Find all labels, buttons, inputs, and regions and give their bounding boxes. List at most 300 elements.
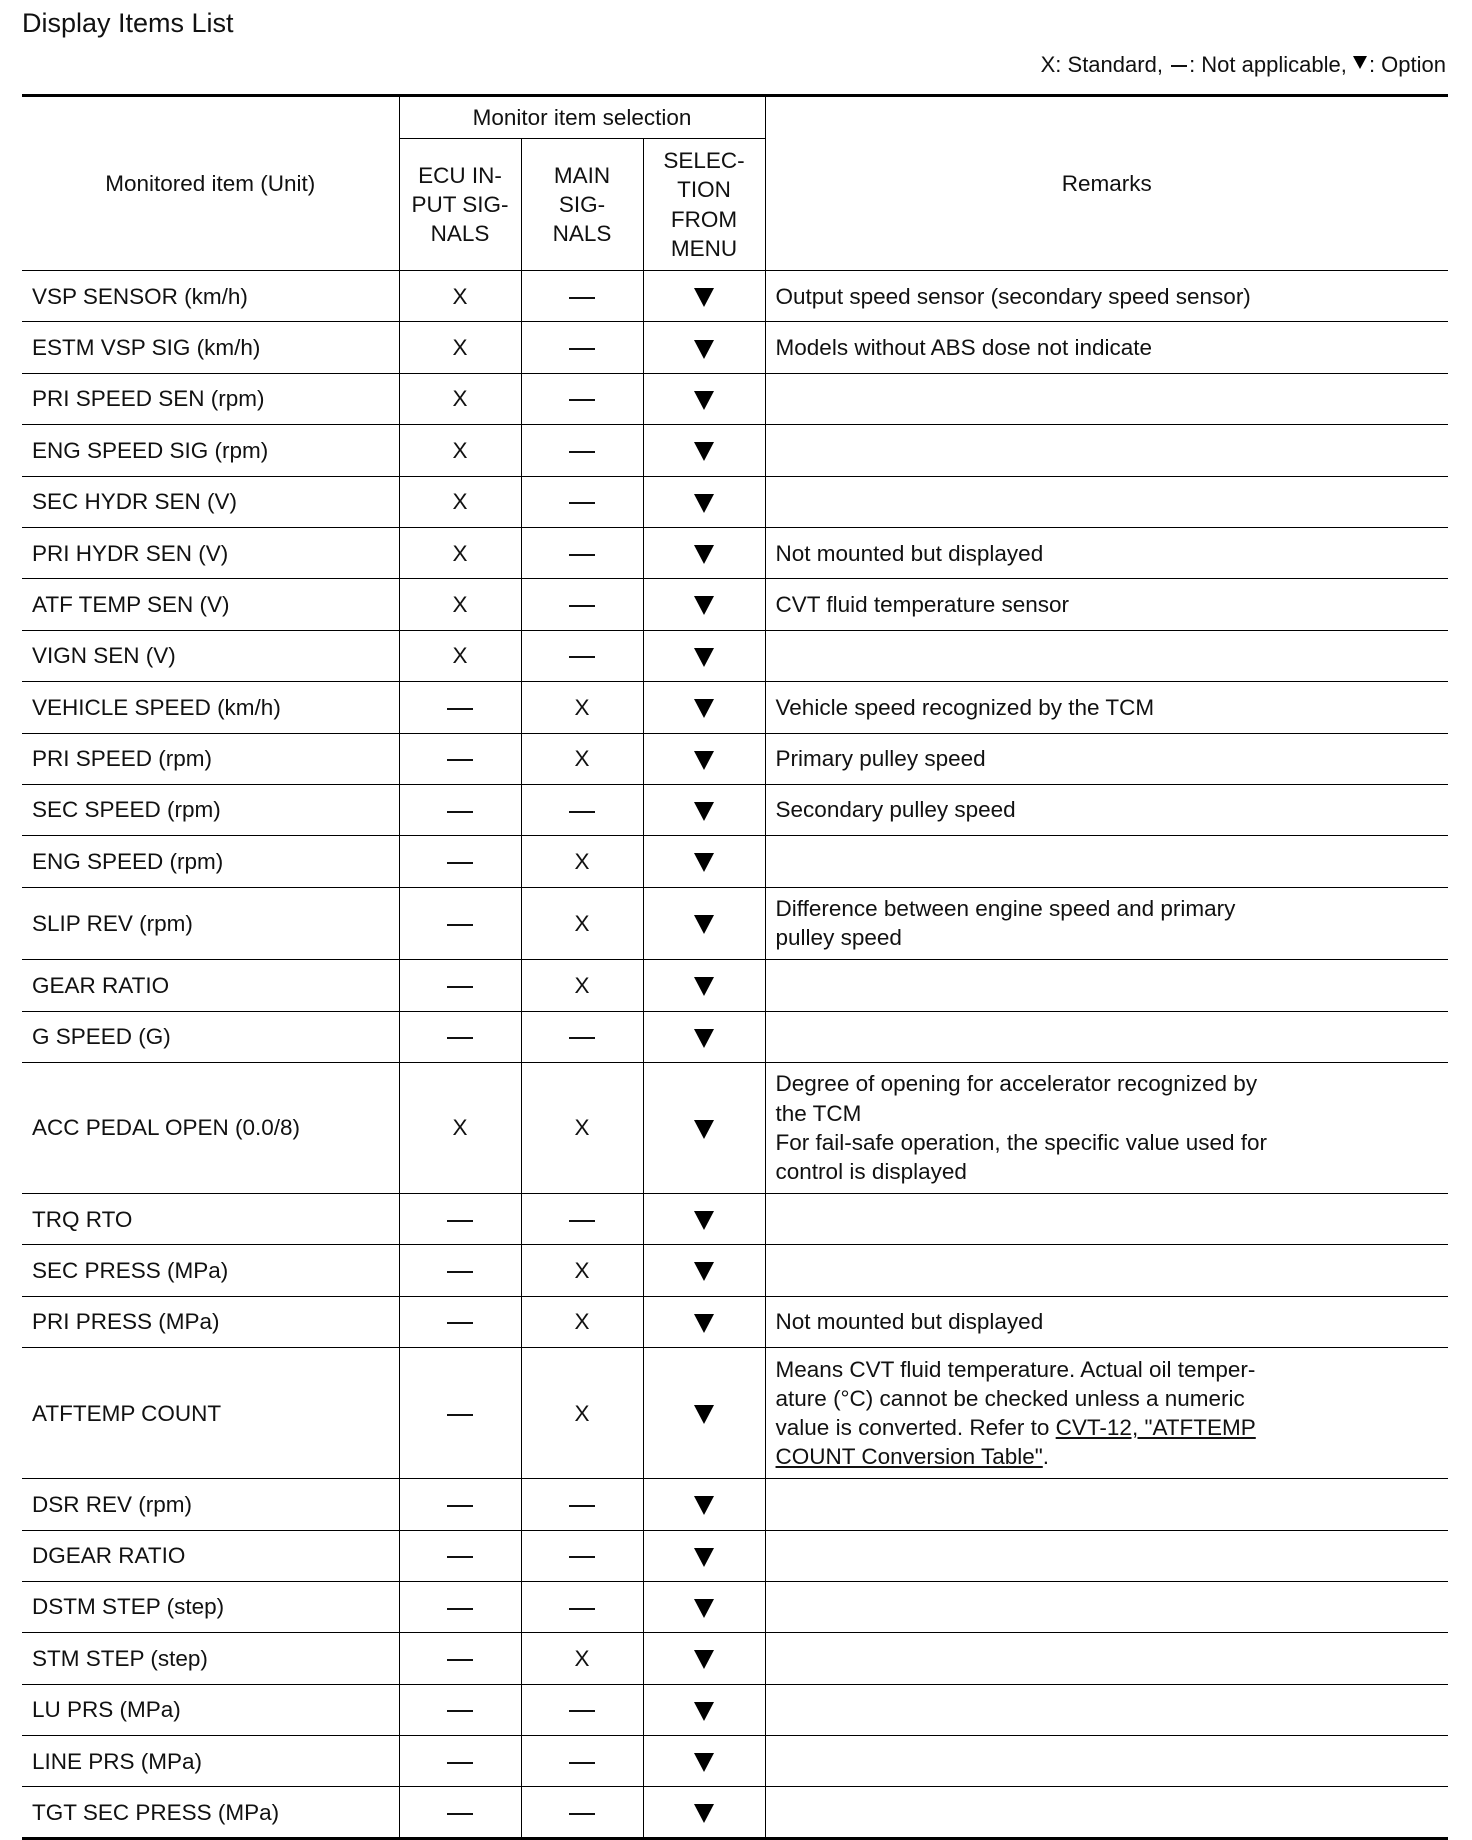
remarks-cell: [765, 1530, 1448, 1581]
table-row: [22, 373, 1448, 424]
remarks-line: [776, 1128, 1439, 1157]
not-applicable-dash: [447, 1505, 473, 1507]
ecu-cell: [399, 527, 521, 578]
remarks-cell: [765, 373, 1448, 424]
remarks-text: Vehicle speed recognized by the TCM: [775, 694, 1155, 720]
main-cell: [521, 1062, 643, 1193]
menu-cell: [643, 1787, 765, 1838]
table-row: [22, 630, 1448, 681]
not-applicable-dash: [447, 1710, 473, 1712]
menu-cell: [643, 271, 765, 322]
remarks-cell: [765, 836, 1448, 887]
header-line: SELEC-: [663, 148, 745, 173]
monitored-item: VEHICLE SPEED (km/h): [22, 682, 399, 733]
monitored-item: ESTM VSP SIG (km/h): [22, 322, 399, 373]
main-cell: [521, 1348, 643, 1479]
remarks-text: value is converted. Refer to: [775, 1415, 1056, 1441]
monitored-item: VIGN SEN (V): [22, 630, 399, 681]
table-row: [22, 271, 1448, 322]
remarks-line: [776, 1384, 1439, 1413]
standard-mark: X: [574, 972, 590, 998]
remarks-cell: [765, 1296, 1448, 1347]
monitored-item: GEAR RATIO: [22, 960, 399, 1011]
table-row: [22, 1581, 1448, 1632]
remarks-cell: [765, 1736, 1448, 1787]
remarks-text: Primary pulley speed: [775, 746, 986, 772]
remarks-line: [776, 1099, 1439, 1128]
reference-link[interactable]: CVT-12, "ATFTEMP: [1055, 1415, 1256, 1441]
menu-cell: [643, 476, 765, 527]
header-remarks: Remarks: [765, 96, 1448, 271]
option-triangle-icon: [694, 288, 714, 307]
remarks-cell: [765, 322, 1448, 373]
main-cell: [521, 579, 643, 630]
standard-mark: X: [452, 643, 468, 669]
not-applicable-dash: [569, 502, 595, 504]
remarks-line: [776, 1355, 1439, 1384]
option-triangle-icon: [694, 1496, 714, 1515]
monitored-item: DSR REV (rpm): [22, 1479, 399, 1530]
remarks-text: control is displayed: [775, 1159, 967, 1185]
main-cell: [521, 1787, 643, 1838]
ecu-cell: [399, 887, 521, 960]
menu-cell: [643, 1684, 765, 1735]
table-body: [22, 271, 1448, 1839]
monitored-item: SEC SPEED (rpm): [22, 784, 399, 835]
option-triangle-icon: [694, 545, 714, 564]
header-line: PUT SIG-: [411, 191, 509, 217]
table-row: [22, 1633, 1448, 1684]
not-applicable-dash: [569, 1608, 595, 1610]
ecu-cell: [399, 1684, 521, 1735]
option-triangle-icon: [694, 1211, 714, 1230]
menu-cell: [643, 682, 765, 733]
remarks-cell: [765, 1348, 1448, 1479]
menu-cell: [643, 527, 765, 578]
not-applicable-dash: [569, 1505, 595, 1507]
option-triangle-icon: [694, 1548, 714, 1567]
header-line: MAIN SIG-: [553, 162, 611, 217]
header-line: FROM: [670, 206, 738, 232]
standard-mark: X: [452, 540, 468, 566]
option-triangle-icon: [694, 751, 714, 770]
menu-cell: [643, 322, 765, 373]
table-row: [22, 1479, 1448, 1530]
menu-cell: [643, 733, 765, 784]
monitored-item: PRI PRESS (MPa): [22, 1296, 399, 1347]
remarks-cell: [765, 1479, 1448, 1530]
main-cell: [521, 733, 643, 784]
remarks-text: Difference between engine speed and primary: [775, 896, 1236, 922]
standard-mark: X: [452, 1115, 468, 1141]
monitored-item: ACC PEDAL OPEN (0.0/8): [22, 1062, 399, 1193]
not-applicable-dash: [569, 1220, 595, 1222]
ecu-cell: [399, 1787, 521, 1838]
option-triangle-icon: [694, 648, 714, 667]
remarks-cell: [765, 630, 1448, 681]
standard-mark: X: [574, 848, 590, 874]
table-row: [22, 682, 1448, 733]
table-row: [22, 1736, 1448, 1787]
header-selection-from-menu: [643, 139, 765, 271]
legend-not-applicable: : Not applicable,: [1189, 52, 1347, 77]
not-applicable-dash: [569, 399, 595, 401]
standard-mark: X: [574, 910, 590, 936]
remarks-cell: [765, 1245, 1448, 1296]
monitored-item: G SPEED (G): [22, 1011, 399, 1062]
option-triangle-icon: [694, 1029, 714, 1048]
remarks-line: [776, 744, 1439, 773]
not-applicable-dash: [447, 811, 473, 813]
table-row: [22, 887, 1448, 960]
not-applicable-dash: [447, 1271, 473, 1273]
monitored-item: DSTM STEP (step): [22, 1581, 399, 1632]
remarks-line: [776, 1069, 1439, 1098]
not-applicable-dash: [447, 759, 473, 761]
remarks-text: Means CVT fluid temperature. Actual oil temper-: [775, 1356, 1256, 1382]
ecu-cell: [399, 1062, 521, 1193]
display-items-table: [22, 94, 1448, 1840]
menu-cell: [643, 960, 765, 1011]
table-row: [22, 1245, 1448, 1296]
remarks-text: ature (°C) cannot be checked unless a numeric: [775, 1385, 1245, 1411]
monitored-item: TRQ RTO: [22, 1193, 399, 1244]
ecu-cell: [399, 1530, 521, 1581]
remarks-text: Secondary pulley speed: [775, 797, 1016, 823]
remarks-cell: [765, 1684, 1448, 1735]
legend: [1041, 52, 1446, 78]
menu-cell: [643, 1530, 765, 1581]
main-cell: [521, 425, 643, 476]
main-cell: [521, 1633, 643, 1684]
monitored-item: TGT SEC PRESS (MPa): [22, 1787, 399, 1838]
remarks-line: [776, 1157, 1439, 1186]
standard-mark: X: [452, 386, 468, 412]
standard-mark: X: [574, 1115, 590, 1141]
remarks-cell: [765, 579, 1448, 630]
standard-mark: X: [452, 283, 468, 309]
monitored-item: STM STEP (step): [22, 1633, 399, 1684]
option-triangle-icon: [694, 977, 714, 996]
monitored-item: SEC HYDR SEN (V): [22, 476, 399, 527]
main-cell: [521, 1011, 643, 1062]
main-cell: [521, 1530, 643, 1581]
menu-cell: [643, 1348, 765, 1479]
table-row: [22, 1011, 1448, 1062]
standard-mark: X: [574, 1309, 590, 1335]
not-applicable-dash: [447, 862, 473, 864]
menu-cell: [643, 1245, 765, 1296]
main-cell: [521, 784, 643, 835]
remarks-cell: [765, 271, 1448, 322]
not-applicable-dash: [447, 1659, 473, 1661]
remarks-line: [776, 894, 1439, 923]
remarks-text: the TCM: [775, 1100, 862, 1126]
table-row: [22, 527, 1448, 578]
legend-standard: X: Standard,: [1040, 52, 1163, 77]
legend-option: : Option: [1368, 52, 1446, 77]
option-triangle-icon: [694, 1599, 714, 1618]
main-cell: [521, 887, 643, 960]
remarks-text: Output speed sensor (secondary speed sensor): [775, 283, 1251, 309]
remarks-text: For fail-safe operation, the specific value used for: [775, 1129, 1268, 1155]
table-row: [22, 1062, 1448, 1193]
option-triangle-icon: [694, 391, 714, 410]
option-triangle-icon: [694, 1262, 714, 1281]
table-row: [22, 1787, 1448, 1838]
remarks-cell: [765, 476, 1448, 527]
main-cell: [521, 1296, 643, 1347]
option-triangle-icon: [694, 442, 714, 461]
not-applicable-dash: [569, 605, 595, 607]
page-title: Display Items List: [22, 8, 234, 38]
monitored-item: ENG SPEED (rpm): [22, 836, 399, 887]
header-monitored-item: Monitored item (Unit): [22, 96, 399, 271]
not-applicable-dash: [569, 1037, 595, 1039]
monitored-item: PRI HYDR SEN (V): [22, 527, 399, 578]
main-cell: [521, 271, 643, 322]
ecu-cell: [399, 960, 521, 1011]
header-monitor-item-selection: Monitor item selection: [399, 96, 765, 139]
table-row: [22, 1296, 1448, 1347]
header-main-signals: [521, 139, 643, 271]
header-ecu-input-signals: [399, 139, 521, 271]
ecu-cell: [399, 630, 521, 681]
not-applicable-dash: [569, 1710, 595, 1712]
not-applicable-dash: [447, 1414, 473, 1416]
remarks-line: [776, 333, 1439, 362]
main-cell: [521, 373, 643, 424]
not-applicable-dash: [569, 811, 595, 813]
ecu-cell: [399, 1245, 521, 1296]
remarks-cell: [765, 527, 1448, 578]
standard-mark: X: [452, 334, 468, 360]
monitored-item: SEC PRESS (MPa): [22, 1245, 399, 1296]
table-row: [22, 733, 1448, 784]
remarks-line: [776, 282, 1439, 311]
menu-cell: [643, 1296, 765, 1347]
remarks-cell: [765, 733, 1448, 784]
remarks-line: [776, 1307, 1439, 1336]
header-line: NALS: [552, 221, 612, 247]
not-applicable-dash: [447, 708, 473, 710]
not-applicable-dash: [447, 1813, 473, 1815]
ecu-cell: [399, 1479, 521, 1530]
remarks-line: [776, 539, 1439, 568]
remarks-line: [776, 590, 1439, 619]
main-cell: [521, 682, 643, 733]
table-row: [22, 1530, 1448, 1581]
monitored-item: PRI SPEED SEN (rpm): [22, 373, 399, 424]
remarks-text: Models without ABS dose not indicate: [775, 334, 1153, 360]
table-row: [22, 836, 1448, 887]
remarks-cell: [765, 1581, 1448, 1632]
menu-cell: [643, 373, 765, 424]
option-triangle-icon: [694, 1702, 714, 1721]
header-line: ECU IN-: [418, 162, 502, 188]
dash-icon: [1171, 65, 1187, 67]
option-triangle-icon: [694, 853, 714, 872]
not-applicable-dash: [447, 1762, 473, 1764]
remarks-cell: [765, 1011, 1448, 1062]
remarks-cell: [765, 1787, 1448, 1838]
option-triangle-icon: [694, 1405, 714, 1424]
main-cell: [521, 1479, 643, 1530]
main-cell: [521, 1193, 643, 1244]
main-cell: [521, 836, 643, 887]
monitored-item: ENG SPEED SIG (rpm): [22, 425, 399, 476]
not-applicable-dash: [569, 348, 595, 350]
menu-cell: [643, 1736, 765, 1787]
remarks-cell: [765, 1633, 1448, 1684]
not-applicable-dash: [447, 1322, 473, 1324]
standard-mark: X: [574, 746, 590, 772]
remarks-trailing: .: [1042, 1444, 1050, 1470]
menu-cell: [643, 1062, 765, 1193]
option-triangle-icon: [694, 699, 714, 718]
option-triangle-icon: [694, 1120, 714, 1139]
ecu-cell: [399, 1011, 521, 1062]
table-row: [22, 1193, 1448, 1244]
ecu-cell: [399, 476, 521, 527]
option-triangle-icon: [694, 494, 714, 513]
option-triangle-icon: [694, 915, 714, 934]
remarks-line: [776, 1442, 1439, 1471]
remarks-text: Degree of opening for accelerator recognized by: [775, 1071, 1258, 1097]
not-applicable-dash: [569, 1556, 595, 1558]
main-cell: [521, 630, 643, 681]
ecu-cell: [399, 1348, 521, 1479]
remarks-text: Not mounted but displayed: [775, 540, 1044, 566]
standard-mark: X: [574, 1400, 590, 1426]
option-triangle-icon: [694, 802, 714, 821]
remarks-cell: [765, 1062, 1448, 1193]
menu-cell: [643, 630, 765, 681]
menu-cell: [643, 1193, 765, 1244]
monitored-item: LINE PRS (MPa): [22, 1736, 399, 1787]
table-row: [22, 1348, 1448, 1479]
standard-mark: X: [574, 694, 590, 720]
ecu-cell: [399, 1296, 521, 1347]
standard-mark: X: [574, 1645, 590, 1671]
header-line: TION: [677, 177, 731, 203]
remarks-line: [776, 795, 1439, 824]
menu-cell: [643, 1581, 765, 1632]
triangle-down-icon: [1353, 56, 1367, 69]
option-triangle-icon: [694, 1804, 714, 1823]
menu-cell: [643, 887, 765, 960]
remarks-text: pulley speed: [775, 925, 902, 951]
monitored-item: LU PRS (MPa): [22, 1684, 399, 1735]
ecu-cell: [399, 1633, 521, 1684]
option-triangle-icon: [694, 1650, 714, 1669]
menu-cell: [643, 784, 765, 835]
table-row: [22, 476, 1448, 527]
ecu-cell: [399, 836, 521, 887]
main-cell: [521, 1736, 643, 1787]
ecu-cell: [399, 1193, 521, 1244]
standard-mark: X: [574, 1257, 590, 1283]
main-cell: [521, 322, 643, 373]
ecu-cell: [399, 1581, 521, 1632]
header-line: NALS: [430, 221, 490, 247]
ecu-cell: [399, 271, 521, 322]
table-row: [22, 784, 1448, 835]
menu-cell: [643, 425, 765, 476]
not-applicable-dash: [447, 986, 473, 988]
main-cell: [521, 476, 643, 527]
ecu-cell: [399, 1736, 521, 1787]
monitored-item: ATF TEMP SEN (V): [22, 579, 399, 630]
main-cell: [521, 1245, 643, 1296]
table-row: [22, 579, 1448, 630]
remarks-line: [776, 693, 1439, 722]
not-applicable-dash: [569, 451, 595, 453]
menu-cell: [643, 579, 765, 630]
monitored-item: DGEAR RATIO: [22, 1530, 399, 1581]
option-triangle-icon: [694, 1314, 714, 1333]
main-cell: [521, 960, 643, 1011]
monitored-item: ATFTEMP COUNT: [22, 1348, 399, 1479]
table-row: [22, 322, 1448, 373]
ecu-cell: [399, 322, 521, 373]
remarks-cell: [765, 1193, 1448, 1244]
option-triangle-icon: [694, 340, 714, 359]
ecu-cell: [399, 373, 521, 424]
not-applicable-dash: [447, 1037, 473, 1039]
menu-cell: [643, 836, 765, 887]
monitored-item: SLIP REV (rpm): [22, 887, 399, 960]
standard-mark: X: [452, 591, 468, 617]
not-applicable-dash: [569, 297, 595, 299]
remarks-line: [776, 923, 1439, 952]
remarks-line: [776, 1413, 1439, 1442]
standard-mark: X: [452, 437, 468, 463]
option-triangle-icon: [694, 1753, 714, 1772]
ecu-cell: [399, 733, 521, 784]
table-row: [22, 1684, 1448, 1735]
table-row: [22, 960, 1448, 1011]
not-applicable-dash: [569, 656, 595, 658]
menu-cell: [643, 1011, 765, 1062]
ecu-cell: [399, 425, 521, 476]
not-applicable-dash: [569, 1762, 595, 1764]
ecu-cell: [399, 784, 521, 835]
not-applicable-dash: [447, 1556, 473, 1558]
option-triangle-icon: [694, 596, 714, 615]
ecu-cell: [399, 682, 521, 733]
reference-link[interactable]: COUNT Conversion Table": [775, 1444, 1043, 1470]
main-cell: [521, 527, 643, 578]
remarks-cell: [765, 960, 1448, 1011]
remarks-text: Not mounted but displayed: [775, 1309, 1044, 1335]
monitored-item: PRI SPEED (rpm): [22, 733, 399, 784]
menu-cell: [643, 1479, 765, 1530]
monitored-item: VSP SENSOR (km/h): [22, 271, 399, 322]
standard-mark: X: [452, 489, 468, 515]
not-applicable-dash: [569, 1813, 595, 1815]
not-applicable-dash: [447, 1220, 473, 1222]
main-cell: [521, 1684, 643, 1735]
remarks-text: CVT fluid temperature sensor: [775, 591, 1069, 617]
menu-cell: [643, 1633, 765, 1684]
table-row: [22, 425, 1448, 476]
main-cell: [521, 1581, 643, 1632]
ecu-cell: [399, 579, 521, 630]
not-applicable-dash: [447, 924, 473, 926]
not-applicable-dash: [447, 1608, 473, 1610]
remarks-cell: [765, 784, 1448, 835]
